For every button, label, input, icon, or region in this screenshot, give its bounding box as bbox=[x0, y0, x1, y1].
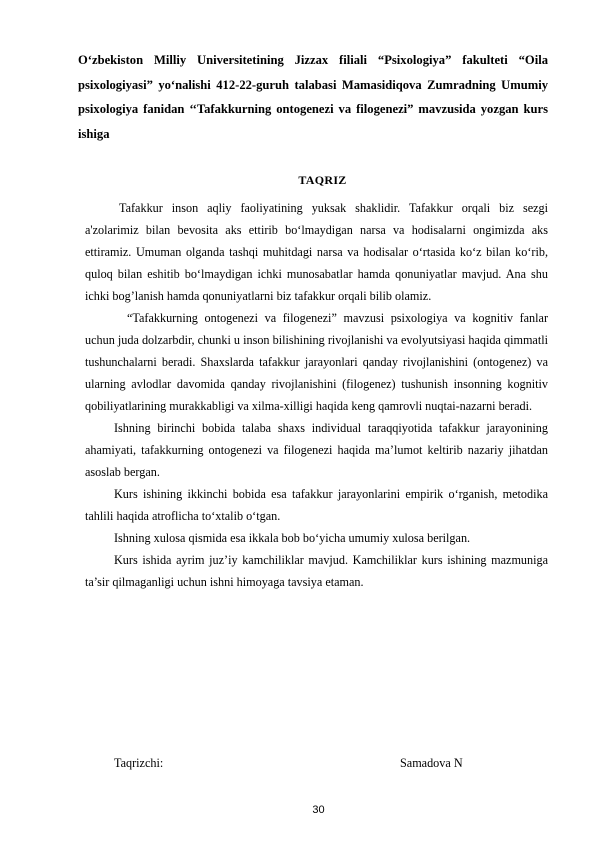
reviewer-label: Taqrizchi: bbox=[114, 756, 164, 770]
review-title: TAQRIZ bbox=[298, 173, 347, 187]
review-title-container bbox=[0, 173, 595, 188]
paragraph-conclusion: Ishning xulosa qismida esa ikkala bob bo‘yicha umumiy xulosa berilgan. bbox=[114, 531, 471, 545]
review-body bbox=[85, 197, 548, 593]
page-number: 30 bbox=[312, 804, 325, 816]
document-header: O‘zbekiston Milliy Universitetining Jizzax filiali “Psixologiya” fakulteti “Oila psixologiyasi” yo‘nalishi 412-22-guruh talabasi Mamasidiqova Zumradning Umumiy psixologiya fanidan ‘‘Tafakkurning ontogenezi va filogenezi” mavzusida yozgan kurs ishiga bbox=[78, 53, 548, 141]
reviewer-name: Samadova N bbox=[400, 756, 463, 770]
paragraph-relevance: “Tafakkurning ontogenezi va filogenezi” mavzusi psixologiya va kognitiv fanlar uchun juda dolzarbdir, chunki u inson bilishining rivojlanishi va evolyutsiyasi haqida qimmatli tushunchalarni beradi. Shaxslarda tafakkur jarayonlari qanday rivojlanishini (ontogenez) va ularning avlodlar davomida qanday rivojlanishini (filogenez) tushunish insonning kognitiv qobiliyatlarining murakkabligi va xilma-xilligi haqida keng qamrovli nuqtai-nazarni beradi. bbox=[85, 311, 548, 413]
paragraph-intro: Tafakkur inson aqliy faoliyatining yuksak shaklidir. Tafakkur orqali biz sezgi a'zolarimiz bilan bevosita aks ettirib bo‘lmaydigan narsa va hodisalarni ongimizda aks ettiramiz. Umuman olganda tashqi muhitdagi narsa va hodisalar o‘rtasida ko‘z bilan ko‘rib, quloq bilan eshitib bo‘lmaydigan ichki munosabatlar hamda qonuniyatlar mavjud. Ana shu ichki bog’lanish hamda qonuniyatlarni biz tafakkur orqali bilib olamiz. bbox=[85, 201, 548, 303]
page-number-container bbox=[0, 804, 595, 816]
paragraph-chapter-two: Kurs ishining ikkinchi bobida esa tafakkur jarayonlarini empirik o‘rganish, metodika tahlili haqida atroflicha to‘xtalib o‘tgan. bbox=[85, 487, 548, 523]
paragraph-recommendation: Kurs ishida ayrim juz’iy kamchiliklar mavjud. Kamchiliklar kurs ishining mazmuniga ta’sir qilmaganligi uchun ishni himoyaga tavsiya etaman. bbox=[85, 553, 548, 589]
paragraph-chapter-one: Ishning birinchi bobida talaba shaxs individual taraqqiyotida tafakkur jarayonining ahamiyati, tafakkurning ontogenezi va filogenezi haqida ma’lumot keltirib nazariy jihatdan asoslab bergan. bbox=[85, 421, 548, 479]
